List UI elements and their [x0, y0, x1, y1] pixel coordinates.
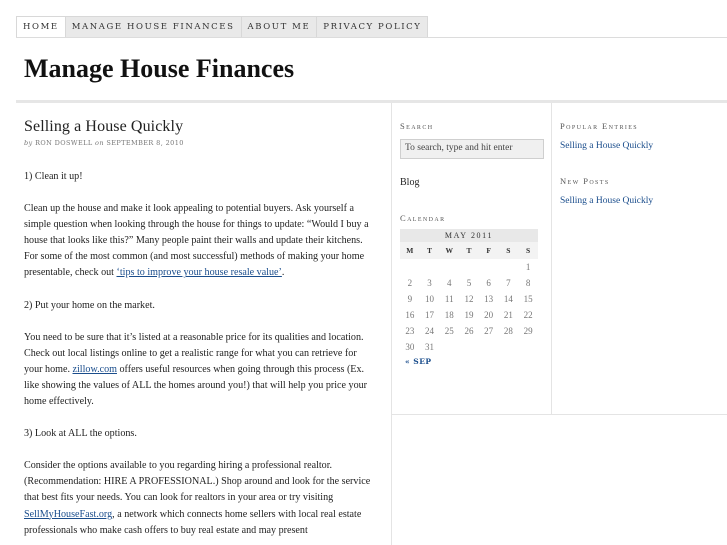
calendar-week — [400, 291, 538, 307]
zillow-link[interactable]: zillow.com — [72, 363, 117, 375]
calendar-day: 16 — [405, 310, 415, 320]
site-title[interactable]: Manage House Finances — [24, 54, 295, 83]
post-title[interactable]: Selling a House Quickly — [24, 118, 184, 135]
calendar-day: 27 — [484, 326, 494, 336]
post-paragraph: 3) Look at ALL the options. — [24, 428, 137, 440]
calendar-days — [400, 259, 538, 355]
calendar-week — [400, 275, 538, 291]
post-paragraph: Clean up the house and make it look appealing to potential buyers. Ask yourself a simple question when looking through the house for things to update: “Would I buy a house that looks like this?” Many people paint their walls and update their kitchens. For some of the most common (and most successful) methods of making your home presentable, check out ‘tips to improve your house resale value’. — [24, 203, 369, 279]
calendar-day: 22 — [523, 310, 533, 320]
popular-entry-link[interactable]: Selling a House Quickly — [560, 141, 654, 151]
calendar-week — [400, 259, 538, 275]
header-divider — [16, 100, 727, 103]
calendar-day: 8 — [525, 278, 531, 288]
calendar-heading: Calendar — [400, 213, 446, 223]
calendar-day: 20 — [484, 310, 494, 320]
calendar-day: 26 — [464, 326, 474, 336]
sellmyhousefast-link[interactable]: SellMyHouseFast.org — [24, 508, 113, 520]
calendar-day: 11 — [444, 294, 454, 304]
post-paragraph: Consider the options available to you regarding hiring a professional realtor. (Recommendation: HIRE A PROFESSIONAL.) Shop around and look for the service that best fits your needs. You can look for realtors in your area or try visiting SellMyHouseFast.org, a network which connects home sellers with local real estate professionals who make cash offers to buy real estate and may present — [24, 460, 371, 536]
weekday-label: W — [439, 242, 459, 259]
calendar-day: 7 — [506, 278, 511, 288]
weekday-label: T — [459, 242, 479, 259]
new-posts-heading: New Posts — [560, 176, 610, 186]
nav-divider — [16, 37, 727, 38]
post-date: SEPTEMBER 8, 2010 — [106, 139, 184, 147]
calendar-week — [400, 307, 538, 323]
top-nav — [16, 16, 428, 38]
calendar-day: 15 — [523, 294, 533, 304]
calendar-day: 21 — [503, 310, 513, 320]
calendar-day: 29 — [523, 326, 533, 336]
nav-manage-house-finances[interactable]: MANAGE HOUSE FINANCES — [66, 16, 242, 38]
calendar-day: 13 — [484, 294, 494, 304]
sidebar-divider — [391, 414, 727, 415]
main-content — [24, 118, 376, 545]
post-paragraph: 2) Put your home on the market. — [24, 299, 155, 311]
search-input[interactable]: To search, type and hit enter — [400, 139, 544, 159]
calendar-day: 6 — [486, 278, 491, 288]
calendar-day — [439, 339, 459, 355]
calendar-day — [439, 259, 459, 275]
calendar-day: 3 — [427, 278, 432, 288]
calendar-day: 28 — [503, 326, 513, 336]
weekday-label: F — [479, 242, 499, 259]
post-body — [24, 169, 376, 539]
calendar-day: 4 — [447, 278, 452, 288]
sidebar-primary — [400, 121, 545, 366]
calendar — [400, 229, 538, 355]
calendar-day: 23 — [405, 326, 415, 336]
calendar-day — [479, 339, 499, 355]
calendar-day: 19 — [464, 310, 474, 320]
calendar-day: 24 — [425, 326, 435, 336]
weekday-label: S — [518, 242, 538, 259]
search-heading: Search — [400, 121, 434, 131]
calendar-week — [400, 339, 538, 355]
new-post-link[interactable]: Selling a House Quickly — [560, 196, 654, 206]
sidebar-divider — [391, 103, 392, 545]
calendar-day — [459, 259, 479, 275]
post-author: RON DOSWELL — [35, 139, 93, 147]
weekday-label: T — [420, 242, 440, 259]
calendar-day — [420, 259, 440, 275]
byline-on: on — [95, 139, 104, 147]
calendar-day: 25 — [444, 326, 454, 336]
calendar-day — [518, 339, 538, 355]
popular-entries-heading: Popular Entries — [560, 121, 639, 131]
calendar-day: 17 — [425, 310, 435, 320]
calendar-day: 30 — [405, 342, 415, 352]
calendar-day — [499, 259, 519, 275]
calendar-day: 1 — [525, 262, 531, 272]
post-byline — [24, 139, 376, 147]
calendar-day — [479, 259, 499, 275]
calendar-day — [499, 339, 519, 355]
calendar-week — [400, 323, 538, 339]
calendar-day: 14 — [503, 294, 513, 304]
calendar-month: MAY 2011 — [400, 229, 538, 242]
nav-about-me[interactable]: ABOUT ME — [242, 16, 318, 38]
calendar-day — [400, 259, 420, 275]
calendar-day: 31 — [425, 342, 435, 352]
sidebar-divider — [551, 103, 552, 415]
calendar-day: 18 — [444, 310, 454, 320]
byline-by: by — [24, 139, 33, 147]
blog-link[interactable]: Blog — [400, 177, 420, 188]
calendar-day: 10 — [425, 294, 435, 304]
post-paragraph: 1) Clean it up! — [24, 171, 83, 182]
resale-tips-link[interactable]: ‘tips to improve your house resale value’ — [116, 267, 282, 279]
weekday-label: S — [499, 242, 519, 259]
calendar-day: 5 — [466, 278, 472, 288]
weekday-label: M — [400, 242, 420, 259]
nav-home[interactable]: HOME — [16, 16, 66, 38]
calendar-day: 12 — [464, 294, 474, 304]
calendar-day: 2 — [407, 278, 413, 288]
post-paragraph: You need to be sure that it’s listed at a reasonable price for its qualities and location. Check out local listings online to get a realistic range for what you can retrieve for your home. zillow.com offers useful resources when going through this process (Ex. like showing the values of ALL the homes around you!) that will help you price your home effectively. — [24, 331, 368, 408]
sidebar-secondary — [560, 121, 710, 206]
calendar-day — [459, 339, 479, 355]
calendar-day: 9 — [407, 294, 413, 304]
calendar-prev-link[interactable]: « SEP — [405, 357, 432, 366]
nav-privacy-policy[interactable]: PRIVACY POLICY — [317, 16, 428, 38]
